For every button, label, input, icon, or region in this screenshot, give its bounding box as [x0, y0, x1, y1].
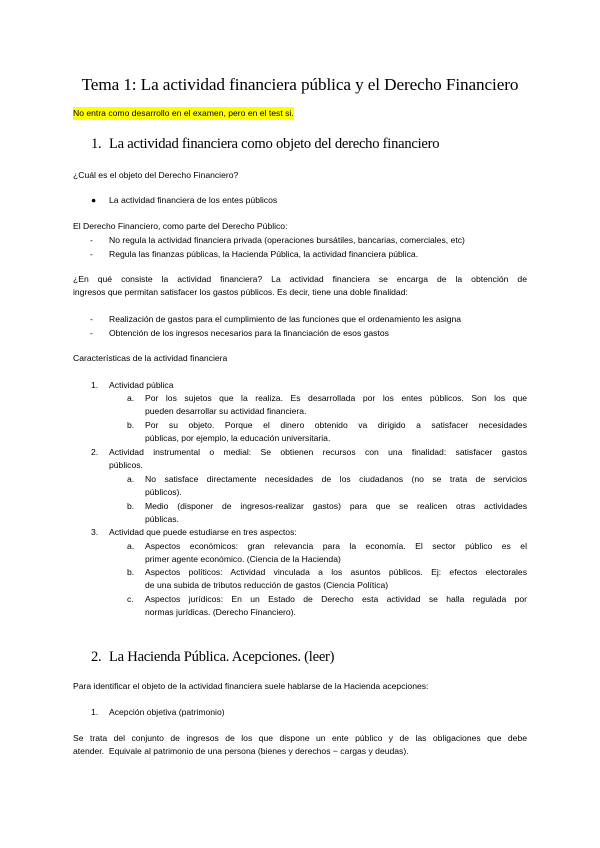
document-title: Tema 1: La actividad financiera pública y el Derecho Financiero [81, 75, 519, 94]
bullet-item [91, 194, 277, 207]
sub-line: públicas. [145, 514, 179, 525]
sub-letter: a. [127, 541, 135, 551]
characteristic-line: Actividad instrumental o medial: Se obtienen recursos con una finalidad: satisfacer gastos [109, 447, 527, 457]
list-item [90, 248, 530, 262]
ordered-number: 3. [91, 527, 99, 537]
sub-line: No satisface directamente necesidades de los ciudadanos (no se trata de servicios [145, 474, 527, 484]
sub-item-1a [127, 392, 527, 419]
section-2-title: La Hacienda Pública. Acepciones. (leer) [109, 649, 335, 665]
characteristic-line: públicos. [109, 460, 143, 471]
sub-letter: b. [127, 567, 135, 577]
section-1-number: 1. [91, 136, 102, 152]
dash-marker: - [90, 328, 93, 338]
question-objeto: ¿Cuál es el objeto del Derecho Financiero? [73, 170, 239, 180]
paragraph-line: ingresos que permitan satisfacer los gastos públicos. Es decir, tiene una doble finalidad: [73, 287, 408, 298]
sub-item-2b [127, 500, 527, 527]
sub-item-2a [127, 473, 527, 500]
sub-line: pueden desarrollar su actividad financiera. [145, 406, 307, 417]
sub-line: públicos). [145, 487, 182, 498]
ordered-number: 2. [91, 447, 99, 457]
public-law-intro: El Derecho Financiero, como parte del Derecho Público: [73, 221, 288, 231]
sub-line: Medio (disponer de ingresos-realizar gastos) para que se realicen otras actividades [145, 501, 527, 511]
sub-line: Aspectos jurídicos: En un Estado de Derecho esta actividad se halla regulada por [145, 594, 527, 604]
public-law-list [90, 234, 530, 262]
acepcion-label: Acepción objetiva (patrimonio) [109, 707, 225, 717]
sub-letter: b. [127, 420, 135, 430]
sub-line: primer agente económico. (Ciencia de la Hacienda) [145, 554, 341, 565]
sub-line: de una subida de tributos reducción de gastos (Ciencia Política) [145, 580, 389, 591]
dash-marker: - [90, 235, 93, 245]
section-1-heading [91, 135, 439, 153]
sub-line: Por su objeto. Porque el dinero obtenido va dirigido a satisfacer necesidades [145, 420, 527, 430]
sub-item-1b [127, 419, 527, 446]
section-1-title: La actividad financiera como objeto del derecho financiero [109, 136, 440, 152]
activity-paragraph [73, 273, 527, 300]
characteristic-2 [91, 446, 527, 473]
section-2-intro: Para identificar el objeto de la actividad financiera suele hablarse de la Hacienda acepciones: [73, 681, 429, 691]
ordered-number: 1. [91, 707, 99, 717]
list-item-text: No regula la actividad financiera privada (operaciones bursátiles, bancarias, comerciales, etc) [109, 235, 465, 245]
finalidades-list [90, 313, 530, 341]
list-item [90, 313, 530, 327]
characteristic-label: Actividad pública [109, 380, 174, 390]
list-item-text: Regula las finanzas públicas, la Hacienda Pública, la actividad financiera pública. [109, 249, 419, 259]
sub-letter: a. [127, 474, 135, 484]
bullet-icon: ● [91, 195, 97, 205]
sub-line: Por los sujetos que la realiza. Es desarrollada por los entes públicos. Son los que [145, 393, 527, 403]
sub-item-3b [127, 566, 527, 593]
list-item [90, 327, 530, 341]
sub-line: normas jurídicas. (Derecho Financiero). [145, 607, 296, 618]
ordered-number: 1. [91, 380, 99, 390]
paragraph-line: ¿En qué consiste la actividad financiera? La actividad financiera se encarga de la obtención de [73, 274, 527, 284]
section-2-number: 2. [91, 649, 102, 665]
caracteristicas-title: Características de la actividad financiera [73, 353, 228, 363]
dash-marker: - [90, 249, 93, 259]
sub-letter: c. [127, 594, 134, 604]
acepcion-paragraph [73, 732, 527, 759]
sub-line: Aspectos políticos: Actividad vinculada a los asuntos públicos. Ej: efectos electorales [145, 567, 527, 577]
sub-item-3c [127, 593, 527, 620]
dash-marker: - [90, 314, 93, 324]
list-item [90, 234, 530, 248]
section-2-heading [91, 648, 334, 666]
sub-line: Aspectos económicos: gran relevancia para la economía. El sector público es el [145, 541, 527, 551]
sub-letter: a. [127, 393, 135, 403]
highlighted-notice: No entra como desarrollo en el examen, pero en el test si. [73, 108, 294, 118]
characteristic-label: Actividad que puede estudiarse en tres aspectos: [109, 527, 297, 537]
list-item-text: Realización de gastos para el cumplimiento de las funciones que el ordenamiento les asigna [109, 314, 462, 324]
sub-item-3a [127, 540, 527, 567]
list-item-text: Obtención de los ingresos necesarios para la financiación de esos gastos [109, 328, 389, 338]
paragraph-line: atender. Equivale al patrimonio de una persona (bienes y derechos − cargas y deudas). [73, 746, 409, 757]
bullet-text: La actividad financiera de los entes públicos [109, 195, 278, 205]
sub-line: públicas, por ejemplo, la educación universitaria. [145, 433, 331, 444]
paragraph-line: Se trata del conjunto de ingresos de los que dispone un ente público y de las obligaciones que debe [73, 733, 527, 743]
sub-letter: b. [127, 501, 135, 511]
